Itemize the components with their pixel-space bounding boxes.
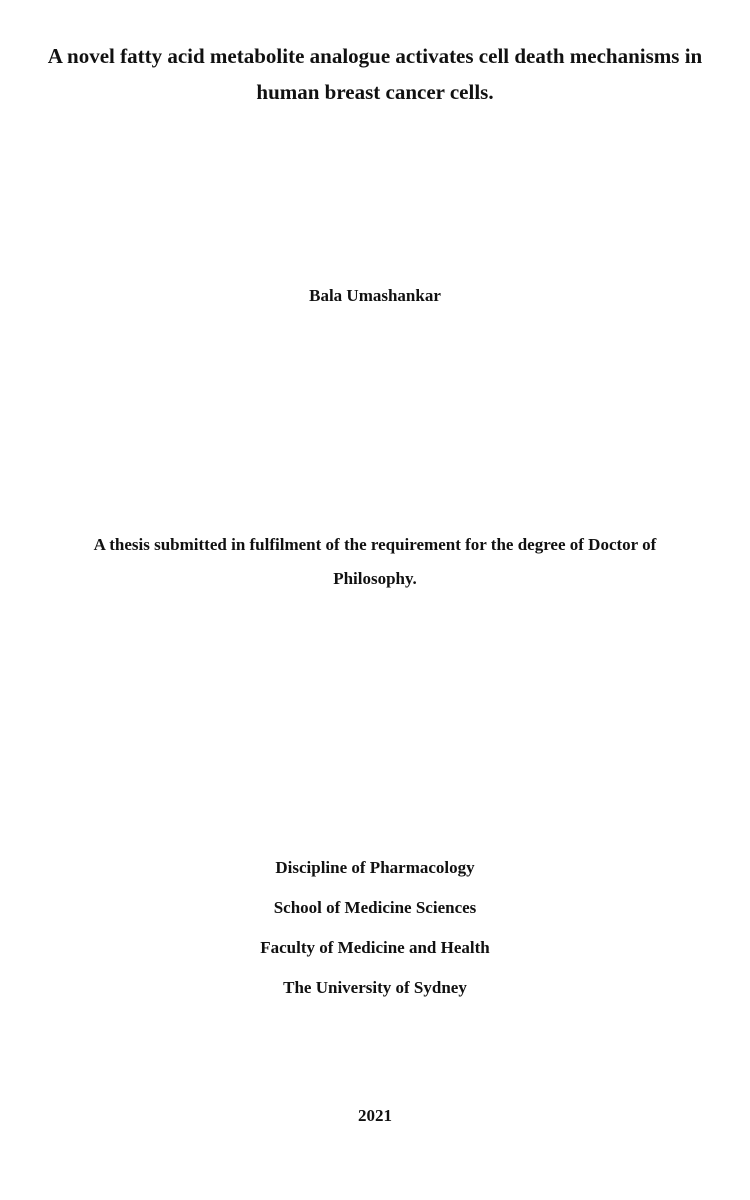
degree-statement-line-2: Philosophy.: [333, 569, 417, 588]
thesis-title-line-2: human breast cancer cells.: [256, 80, 494, 104]
submission-year: 2021: [358, 1106, 392, 1125]
affiliation-university: The University of Sydney: [283, 978, 467, 997]
affiliation-faculty: Faculty of Medicine and Health: [260, 938, 490, 957]
thesis-title-line-1: A novel fatty acid metabolite analogue activates cell death mechanisms in: [47, 44, 703, 68]
affiliation-school: School of Medicine Sciences: [273, 898, 477, 917]
degree-statement: [0, 528, 750, 596]
author-name: Bala Umashankar: [309, 286, 441, 305]
affiliation-discipline: Discipline of Pharmacology: [275, 858, 475, 877]
thesis-title: [0, 38, 750, 110]
degree-statement-line-1: A thesis submitted in fulfilment of the requirement for the degree of Doctor of: [93, 535, 657, 554]
affiliation: [0, 848, 750, 1008]
